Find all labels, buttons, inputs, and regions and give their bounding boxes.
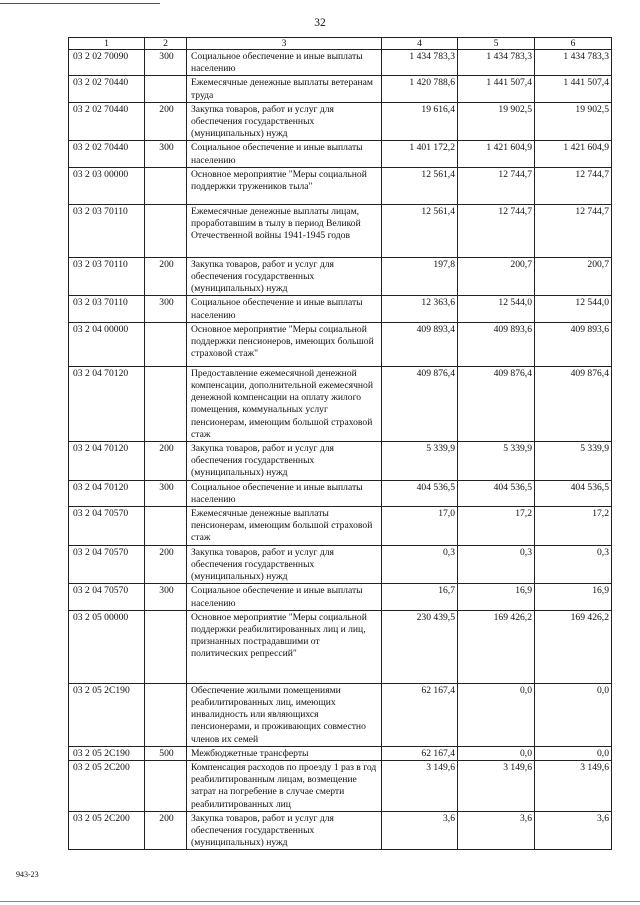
amount-cell: 1 434 783,3 [535,50,612,76]
amount-cell: 62 167,4 [382,683,458,746]
code-cell: 03 2 03 70110 [69,204,145,257]
code-cell: 03 2 04 70570 [69,584,145,610]
name-cell: Обеспечение жилыми помещениями реабилитированных лиц, имеющих инвалидность или являющихся пенсионерами, и проживающих совместно членов их семей [187,683,382,746]
amount-cell: 197,8 [382,257,458,296]
amount-cell: 1 434 783,3 [458,50,535,76]
amount-cell: 5 339,9 [535,442,612,481]
table-row [69,50,612,76]
table-row [69,257,612,296]
amount-cell: 12 744,7 [535,167,612,204]
amount-cell: 0,0 [535,683,612,746]
expense-type-cell: 200 [145,257,187,296]
table-row [69,746,612,760]
table-header-row [69,38,612,50]
amount-cell: 404 536,5 [458,480,535,506]
expense-type-cell [145,322,187,366]
code-cell: 03 2 05 2C190 [69,683,145,746]
amount-cell: 19 616,4 [382,102,458,141]
code-cell: 03 2 03 00000 [69,167,145,204]
amount-cell: 409 893,6 [458,322,535,366]
amount-cell: 19 902,5 [535,102,612,141]
amount-cell: 3 149,6 [458,760,535,811]
name-cell: Закупка товаров, работ и услуг для обеспечения государственных (муниципальных) нужд [187,102,382,141]
code-cell: 03 2 04 70570 [69,545,145,584]
code-cell: 03 2 05 2C200 [69,760,145,811]
name-cell: Социальное обеспечение и иные выплаты населению [187,296,382,322]
table-row [69,442,612,481]
name-cell: Закупка товаров, работ и услуг для обеспечения государственных (муниципальных) нужд [187,257,382,296]
expense-type-cell [145,76,187,102]
amount-cell: 12 544,0 [535,296,612,322]
name-cell: Социальное обеспечение и иные выплаты населению [187,480,382,506]
amount-cell: 12 561,4 [382,204,458,257]
expense-type-cell: 200 [145,442,187,481]
expense-type-cell [145,366,187,441]
expense-type-cell: 300 [145,50,187,76]
table-row [69,507,612,546]
table-row [69,366,612,441]
name-cell: Основное мероприятие "Меры социальной поддержки реабилитированных лиц и лиц, признанных пострадавшими от политических репрессий" [187,610,382,683]
scan-edge-line [0,901,640,902]
amount-cell: 1 421 604,9 [535,141,612,167]
code-cell: 03 2 04 00000 [69,322,145,366]
name-cell: Компенсация расходов по проезду 1 раз в год реабилитированным лицам, возмещение затрат на погребение в случае смерти реабилитированных лиц [187,760,382,811]
amount-cell: 17,0 [382,507,458,546]
name-cell: Ежемесячные денежные выплаты пенсионерам, имеющим большой страховой стаж [187,507,382,546]
name-cell: Социальное обеспечение и иные выплаты населению [187,50,382,76]
table-row [69,76,612,102]
code-cell: 03 2 03 70110 [69,257,145,296]
code-cell: 03 2 03 70110 [69,296,145,322]
amount-cell: 62 167,4 [382,746,458,760]
table-row [69,141,612,167]
scan-edge-line [0,3,160,4]
table-row [69,296,612,322]
amount-cell: 1 441 507,4 [535,76,612,102]
table-row [69,584,612,610]
expense-type-cell: 200 [145,811,187,850]
amount-cell: 16,9 [535,584,612,610]
expense-type-cell: 300 [145,141,187,167]
page-number: 32 [314,17,326,29]
column-header: 4 [382,38,458,50]
amount-cell: 12 544,0 [458,296,535,322]
amount-cell: 0,3 [382,545,458,584]
column-header: 6 [535,38,612,50]
amount-cell: 404 536,5 [382,480,458,506]
amount-cell: 404 536,5 [535,480,612,506]
amount-cell: 12 744,7 [535,204,612,257]
code-cell: 03 2 04 70120 [69,366,145,441]
amount-cell: 0,3 [458,545,535,584]
name-cell: Предоставление ежемесячной денежной компенсации, дополнительной ежемесячной денежной компенсации на оплату жилого помещения, коммунальных услуг пенсионерам, имеющим большой страховой стаж [187,366,382,441]
amount-cell: 16,9 [458,584,535,610]
amount-cell: 12 744,7 [458,204,535,257]
code-cell: 03 2 02 70090 [69,50,145,76]
code-cell: 03 2 02 70440 [69,76,145,102]
amount-cell: 16,7 [382,584,458,610]
table-row [69,610,612,683]
name-cell: Социальное обеспечение и иные выплаты населению [187,584,382,610]
expense-type-cell [145,167,187,204]
amount-cell: 230 439,5 [382,610,458,683]
column-header: 3 [187,38,382,50]
expense-type-cell: 300 [145,584,187,610]
amount-cell: 409 876,4 [535,366,612,441]
amount-cell: 3 149,6 [382,760,458,811]
name-cell: Межбюджетные трансферты [187,746,382,760]
amount-cell: 5 339,9 [382,442,458,481]
table-row [69,683,612,746]
name-cell: Закупка товаров, работ и услуг для обеспечения государственных (муниципальных) нужд [187,545,382,584]
amount-cell: 19 902,5 [458,102,535,141]
amount-cell: 3,6 [458,811,535,850]
column-header: 5 [458,38,535,50]
table-row [69,811,612,850]
table-row [69,322,612,366]
amount-cell: 409 893,6 [535,322,612,366]
code-cell: 03 2 02 70440 [69,141,145,167]
amount-cell: 169 426,2 [458,610,535,683]
amount-cell: 200,7 [458,257,535,296]
amount-cell: 409 876,4 [382,366,458,441]
amount-cell: 5 339,9 [458,442,535,481]
amount-cell: 17,2 [535,507,612,546]
amount-cell: 409 893,4 [382,322,458,366]
expense-type-cell [145,507,187,546]
name-cell: Социальное обеспечение и иные выплаты населению [187,141,382,167]
amount-cell: 200,7 [535,257,612,296]
code-cell: 03 2 05 2C200 [69,811,145,850]
amount-cell: 0,0 [458,683,535,746]
name-cell: Ежемесячные денежные выплаты ветеранам труда [187,76,382,102]
table-row [69,102,612,141]
amount-cell: 12 363,6 [382,296,458,322]
budget-table [68,37,612,850]
amount-cell: 12 561,4 [382,167,458,204]
code-cell: 03 2 04 70120 [69,480,145,506]
table-row [69,204,612,257]
expense-type-cell [145,760,187,811]
amount-cell: 0,3 [535,545,612,584]
name-cell: Ежемесячные денежные выплаты лицам, проработавшим в тылу в период Великой Отечественной войны 1941-1945 годов [187,204,382,257]
table-row [69,167,612,204]
name-cell: Основное мероприятие "Меры социальной поддержки тружеников тыла" [187,167,382,204]
name-cell: Основное мероприятие "Меры социальной поддержки пенсионеров, имеющих большой страховой стаж" [187,322,382,366]
expense-type-cell [145,683,187,746]
amount-cell: 1 441 507,4 [458,76,535,102]
table-row [69,480,612,506]
column-header: 2 [145,38,187,50]
amount-cell: 3,6 [382,811,458,850]
expense-type-cell: 500 [145,746,187,760]
code-cell: 03 2 04 70120 [69,442,145,481]
amount-cell: 1 420 788,6 [382,76,458,102]
amount-cell: 0,0 [458,746,535,760]
column-header: 1 [69,38,145,50]
code-cell: 03 2 04 70570 [69,507,145,546]
expense-type-cell: 200 [145,545,187,584]
name-cell: Закупка товаров, работ и услуг для обеспечения государственных (муниципальных) нужд [187,442,382,481]
amount-cell: 1 401 172,2 [382,141,458,167]
expense-type-cell [145,610,187,683]
expense-type-cell: 200 [145,102,187,141]
amount-cell: 17,2 [458,507,535,546]
code-cell: 03 2 05 00000 [69,610,145,683]
name-cell: Закупка товаров, работ и услуг для обеспечения государственных (муниципальных) нужд [187,811,382,850]
expense-type-cell: 300 [145,296,187,322]
amount-cell: 169 426,2 [535,610,612,683]
footer-code: 943-23 [16,870,39,879]
code-cell: 03 2 02 70440 [69,102,145,141]
amount-cell: 3,6 [535,811,612,850]
amount-cell: 12 744,7 [458,167,535,204]
amount-cell: 1 434 783,3 [382,50,458,76]
code-cell: 03 2 05 2C190 [69,746,145,760]
amount-cell: 3 149,6 [535,760,612,811]
amount-cell: 409 876,4 [458,366,535,441]
amount-cell: 0,0 [535,746,612,760]
expense-type-cell [145,204,187,257]
amount-cell: 1 421 604,9 [458,141,535,167]
table-row [69,760,612,811]
expense-type-cell: 300 [145,480,187,506]
table-row [69,545,612,584]
